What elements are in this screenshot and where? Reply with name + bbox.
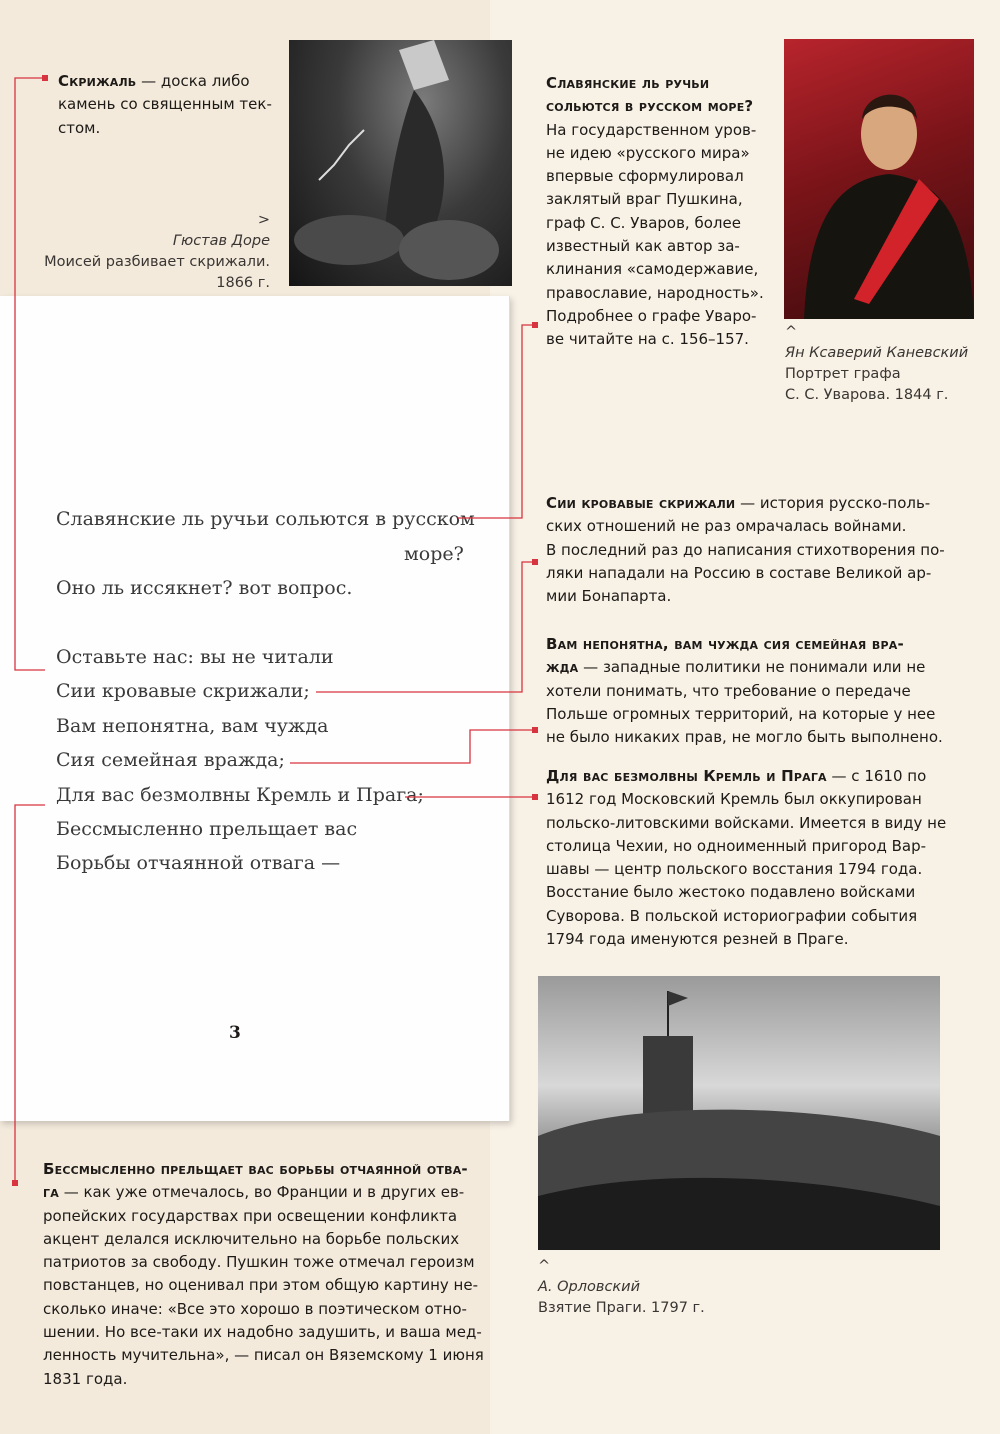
note-text: сколько иначе: «Все это хорошо в поэтическом отно- xyxy=(43,1299,467,1318)
note-text: — история русско-поль- xyxy=(740,494,931,512)
note-kremlin-praga xyxy=(546,765,946,951)
poem-line: Для вас безмолвны Кремль и Прага; xyxy=(56,784,424,806)
note-text: — с 1610 по xyxy=(831,767,927,785)
caption-praga xyxy=(538,1256,705,1319)
note-text: повстанцев, но оценивал при этом общую картину не- xyxy=(43,1276,478,1295)
note-term: Славянские ль ручьи xyxy=(546,74,710,92)
note-text: — как уже отмечалось, во Франции и в других ев- xyxy=(63,1183,465,1202)
note-text: стом. xyxy=(58,118,101,137)
note-term: Бессмысленно прельщает вас борьбы отчаянной отва- xyxy=(43,1160,468,1178)
caption-author: Гюстав Доре xyxy=(172,233,270,249)
caption-title: С. С. Уварова. 1844 г. xyxy=(785,387,949,403)
note-text: заклятый враг Пушкина, xyxy=(546,190,743,209)
poem-line: Сии кровавые скрижали; xyxy=(56,680,310,702)
note-text: православие, народность». xyxy=(546,283,764,302)
caption-author: А. Орловский xyxy=(538,1279,641,1295)
poem-line: Оно ль иссякнет? вот вопрос. xyxy=(56,577,353,599)
note-text: акцент делался исключительно на борьбе польских xyxy=(43,1229,460,1248)
note-term: жда xyxy=(546,658,579,677)
engraving-illustration xyxy=(538,976,940,1250)
note-courage xyxy=(43,1158,484,1391)
note-text: граф С. С. Уваров, более xyxy=(546,213,741,232)
note-text: столица Чехии, но одноименный пригород Вар- xyxy=(546,836,927,855)
note-term: Для вас безмолвны Кремль и Прага xyxy=(546,767,827,785)
note-text: ве читайте на с. 156–157. xyxy=(546,330,749,349)
note-text: камень со священным тек- xyxy=(58,95,272,114)
note-text: шении. Но все-таки их надобно задушить, и ваша мед- xyxy=(43,1323,482,1342)
note-text: Польше огромных территорий, на которые у нее xyxy=(546,704,936,723)
poem-line: Борьбы отчаянной отвага — xyxy=(56,852,341,874)
note-text: известный как автор за- xyxy=(546,237,740,256)
caption-year: 1866 г. xyxy=(216,275,270,291)
note-term: га xyxy=(43,1183,59,1202)
note-text: не было никаких прав, не могло быть выполнено. xyxy=(546,728,943,747)
note-term: Вам непонятна, вам чужда сия семейная вра- xyxy=(546,635,904,653)
note-text: ляки нападали на Россию в составе Великой ар- xyxy=(546,563,932,582)
note-text: Подробнее о графе Уваро- xyxy=(546,306,757,325)
note-text: 1612 год Московский Кремль был оккупирован xyxy=(546,790,922,809)
note-term: Сии кровавые скрижали xyxy=(546,494,736,512)
caption-uvarov xyxy=(785,322,968,406)
note-text: В последний раз до написания стихотворения по- xyxy=(546,540,945,559)
poem-line: Оставьте нас: вы не читали xyxy=(56,646,334,668)
note-text: — доска либо xyxy=(141,72,250,90)
caption-title: Портрет графа xyxy=(785,366,901,382)
caption-arrow: > xyxy=(257,212,270,228)
caption-author: Ян Ксаверий Каневский xyxy=(785,345,969,361)
poem-line: море? xyxy=(404,543,464,565)
note-family-feud xyxy=(546,633,943,749)
note-text: впервые сформулировал xyxy=(546,167,744,186)
note-bloody-tablets xyxy=(546,492,945,608)
caption-title: Взятие Праги. 1797 г. xyxy=(538,1300,705,1316)
note-text: 1831 года. xyxy=(43,1369,128,1388)
poem-line: Бессмысленно прельщает вас xyxy=(56,818,358,840)
note-text: не идею «русского мира» xyxy=(546,143,750,162)
note-term: Скрижаль xyxy=(58,72,137,90)
note-text: — западные политики не понимали или не xyxy=(583,658,926,677)
image-dore-moses xyxy=(289,40,512,286)
note-text: польско-литовскими войсками. Имеется в виду не xyxy=(546,813,947,832)
note-text: Восстание было жестоко подавлено войсками xyxy=(546,883,916,902)
note-term: сольются в русском море? xyxy=(546,97,754,116)
poem-line: Вам непонятна, вам чужда xyxy=(56,715,329,737)
caption-title: Моисей разбивает скрижали. xyxy=(44,254,270,270)
note-slavic-streams xyxy=(546,72,764,352)
note-text: 1794 года именуются резней в Праге. xyxy=(546,930,849,949)
page-number: 3 xyxy=(229,1023,241,1043)
image-uvarov-portrait xyxy=(784,39,974,319)
note-text: патриотов за свободу. Пушкин тоже отмечал героизм xyxy=(43,1253,475,1272)
note-text: хотели понимать, что требование о передаче xyxy=(546,681,911,700)
image-praga-battle xyxy=(538,976,940,1250)
note-text: ленность мучительна», — писал он Вяземскому 1 июня xyxy=(43,1346,484,1365)
caption-arrow: ^ xyxy=(785,324,798,340)
engraving-illustration xyxy=(289,40,512,286)
note-text: клинания «самодержавие, xyxy=(546,260,759,279)
poem-line: Славянские ль ручьи сольются в русском xyxy=(56,508,475,530)
note-text: ских отношений не раз омрачалась войнами. xyxy=(546,517,907,536)
caption-dore xyxy=(40,210,270,294)
note-text: шавы — центр польского восстания 1794 года. xyxy=(546,860,923,879)
note-text: Суворова. В польской историографии события xyxy=(546,906,918,925)
poem-line: Сия семейная вражда; xyxy=(56,749,285,771)
caption-arrow: ^ xyxy=(538,1258,551,1274)
note-text: мии Бонапарта. xyxy=(546,587,672,606)
portrait-illustration xyxy=(784,39,974,319)
note-text: На государственном уров- xyxy=(546,120,757,139)
note-text: ропейских государствах при освещении конфликта xyxy=(43,1206,458,1225)
note-skrizhal xyxy=(58,70,272,140)
